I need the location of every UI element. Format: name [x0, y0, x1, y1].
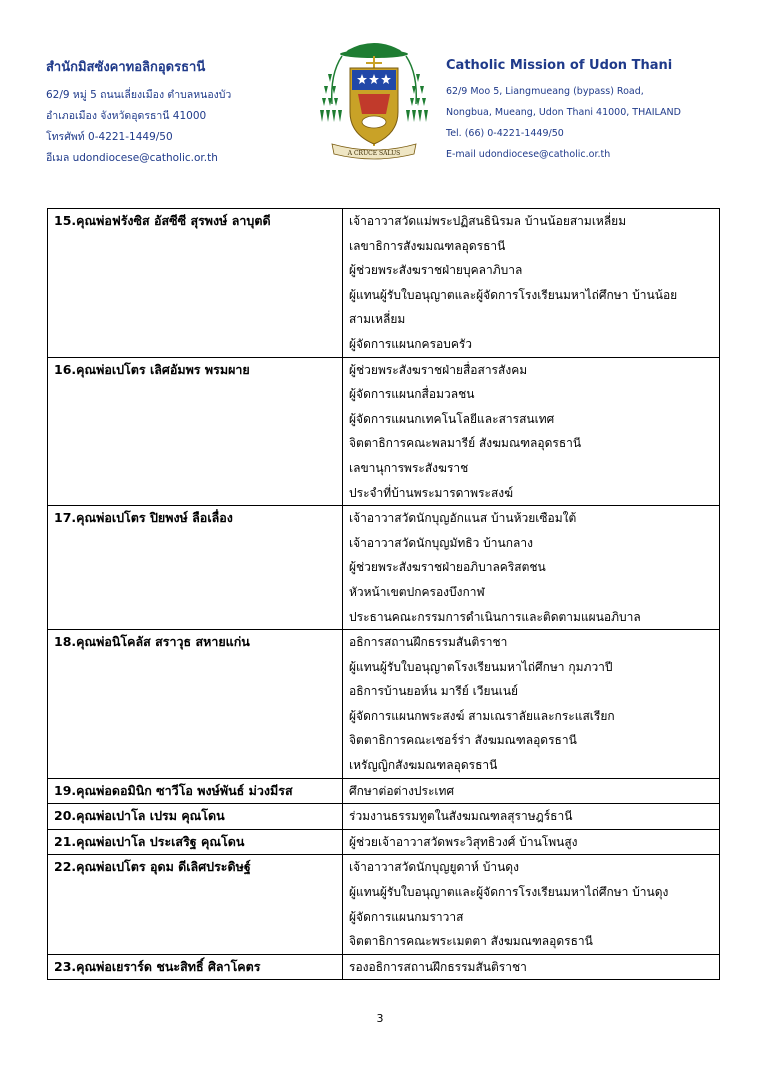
table-row — [48, 630, 720, 779]
assignment-line: เจ้าอาวาสวัดนักบุญมัทธิว บ้านกลาง — [349, 535, 533, 550]
assignment-line: ผู้จัดการแผนกสื่อมวลชน — [349, 387, 475, 402]
diocese-crest-logo — [318, 34, 430, 162]
table-row — [48, 357, 720, 506]
priest-name: 21.คุณพ่อเปาโล ประเสริฐ คุณโดน — [54, 833, 245, 849]
priest-name: 17.คุณพ่อเปโตร ปิยพงษ์ ลือเลื่อง — [54, 510, 233, 526]
assignment-cell — [343, 829, 720, 855]
assignment-line: เจ้าอาวาสวัดแม่พระปฏิสนธินิรมล บ้านน้อยสามเหลี่ยม — [349, 214, 627, 228]
address-line-2-thai: อำเภอเมือง จังหวัดอุดรธานี 41000 — [46, 110, 207, 122]
assignment-cell — [343, 804, 720, 830]
assignment-line: จิตตาธิการคณะพลมารีย์ สังฆมณฑลอุดรธานี — [349, 436, 582, 451]
assignment-cell — [343, 506, 720, 630]
assignment-line: ประจำที่บ้านพระมารดาพระสงฆ์ — [349, 485, 514, 500]
assignment-cell — [343, 630, 720, 779]
assignment-line: ผู้ช่วยพระสังฆราชฝ่ายบุคลาภิบาล — [349, 263, 523, 278]
assignment-line: ผู้จัดการแผนกพระสงฆ์ สามเณราลัยและกระแสเรียก — [349, 708, 615, 723]
assignment-line: เจ้าอาวาสวัดนักบุญอักแนส บ้านห้วยเซือมใต้ — [349, 511, 577, 526]
email-thai: อีเมล udondiocese@catholic.or.th — [46, 152, 218, 164]
assignment-line: ผู้แทนผู้รับใบอนุญาตและผู้จัดการโรงเรียนมหาไถ่ศึกษา บ้านดุง — [349, 885, 669, 900]
priest-name-cell — [48, 954, 343, 980]
assignment-line: เหรัญญิกสังฆมณฑลอุดรธานี — [349, 758, 498, 773]
assignment-line: ผู้ช่วยพระสังฆราชฝ่ายอภิบาลคริสตชน — [349, 560, 546, 575]
assignment-line: จิตตาธิการคณะพระเมตตา สังฆมณฑลอุดรธานี — [349, 934, 593, 949]
priest-name: 15.คุณพ่อฟรังซิส อัสซีซี สุรพงษ์ ลาบุตดี — [54, 213, 271, 228]
assignment-line: ผู้แทนผู้รับใบอนุญาตและผู้จัดการโรงเรียนมหาไถ่ศึกษา บ้านน้อย — [349, 287, 678, 302]
assignment-line: เลขานุการพระสังฆราช — [349, 460, 469, 475]
assignment-line: ศึกษาต่อต่างประเทศ — [349, 783, 455, 798]
priest-name-cell — [48, 778, 343, 804]
assignment-line: ผู้จัดการแผนกมราวาส — [349, 909, 464, 924]
priest-name: 16.คุณพ่อเปโตร เลิศอัมพร พรมผาย — [54, 361, 250, 377]
page-number: 3 — [376, 1012, 384, 1025]
address-line-1-english: 62/9 Moo 5, Liangmueang (bypass) Road, — [446, 86, 644, 97]
assignment-line: ประธานคณะกรรมการดำเนินการและติดตามแผนอภิบาล — [349, 609, 641, 624]
header-thai — [46, 56, 326, 169]
assignment-line: ผู้ช่วยเจ้าอาวาสวัดพระวิสุทธิวงศ์ บ้านโพนสูง — [349, 834, 578, 849]
org-title-english: Catholic Mission of Udon Thani — [446, 58, 673, 73]
priest-name-cell — [48, 209, 343, 358]
table-row — [48, 954, 720, 980]
assignment-line: สามเหลี่ยม — [349, 312, 406, 327]
assignment-cell — [343, 778, 720, 804]
table-row — [48, 778, 720, 804]
priest-name: 22.คุณพ่อเปโตร อุดม ดีเลิศประดิษฐ์ — [54, 859, 251, 875]
assignment-line: อธิการบ้านยอห์น มารีย์ เวียนเนย์ — [349, 684, 519, 699]
table-row — [48, 506, 720, 630]
assignment-cell — [343, 209, 720, 358]
assignment-line: ผู้แทนผู้รับใบอนุญาตโรงเรียนมหาไถ่ศึกษา กุมภวาปี — [349, 659, 613, 674]
priest-name: 20.คุณพ่อเปาโล เปรม คุณโดน — [54, 808, 225, 824]
assignment-cell — [343, 954, 720, 980]
priest-name-cell — [48, 804, 343, 830]
email-english: E-mail udondiocese@catholic.or.th — [446, 149, 611, 160]
table-row — [48, 855, 720, 954]
assignment-line: อธิการสถานฝึกธรรมสันติราชา — [349, 635, 508, 650]
priest-name-cell — [48, 357, 343, 506]
assignment-line: ร่วมงานธรรมทูตในสังฆมณฑลสุราษฎร์ธานี — [349, 809, 573, 824]
table-row — [48, 829, 720, 855]
address-line-2-english: Nongbua, Mueang, Udon Thani 41000, THAILAND — [446, 107, 681, 118]
table-row — [48, 209, 720, 358]
assignment-line: ผู้ช่วยพระสังฆราชฝ่ายสื่อสารสังคม — [349, 362, 528, 377]
clergy-assignment-table — [47, 208, 720, 980]
priest-name-cell — [48, 506, 343, 630]
assignment-line: หัวหน้าเขตปกครองบึงกาฬ — [349, 584, 485, 599]
assignment-cell — [343, 855, 720, 954]
phone-thai: โทรศัพท์ 0-4221-1449/50 — [46, 131, 173, 143]
org-title-thai: สำนักมิสซังคาทอลิกอุดรธานี — [46, 60, 206, 75]
assignment-line: เจ้าอาวาสวัดนักบุญยูดาห์ บ้านดุง — [349, 860, 519, 875]
assignment-line: รองอธิการสถานฝึกธรรมสันติราชา — [349, 959, 527, 974]
priest-name: 23.คุณพ่อเยราร์ด ชนะสิทธิ์ ศิลาโคตร — [54, 958, 261, 974]
table-row — [48, 804, 720, 830]
header-english — [446, 58, 746, 165]
assignment-line: เลขาธิการสังฆมณฑลอุดรธานี — [349, 238, 506, 253]
assignment-line: ผู้จัดการแผนกเทคโนโลยีและสารสนเทศ — [349, 411, 555, 426]
assignment-line: จิตตาธิการคณะเซอร์ร่า สังฆมณฑลอุดรธานี — [349, 733, 577, 748]
priest-name-cell — [48, 855, 343, 954]
crest-motto: A CRUCE SALUS — [347, 150, 401, 157]
priest-name-cell — [48, 829, 343, 855]
priest-name: 19.คุณพ่อดอมินิก ซาวีโอ พงษ์พันธ์ ม่วงมีรส — [54, 782, 293, 798]
address-line-1-thai: 62/9 หมู่ 5 ถนนเลี่ยงเมือง ตำบลหนองบัว — [46, 89, 232, 101]
phone-english: Tel. (66) 0-4221-1449/50 — [446, 128, 564, 139]
assignment-line: ผู้จัดการแผนกครอบครัว — [349, 336, 473, 351]
assignment-cell — [343, 357, 720, 506]
priest-name: 18.คุณพ่อนิโคลัส สราวุธ สหายแก่น — [54, 634, 250, 650]
priest-name-cell — [48, 630, 343, 779]
